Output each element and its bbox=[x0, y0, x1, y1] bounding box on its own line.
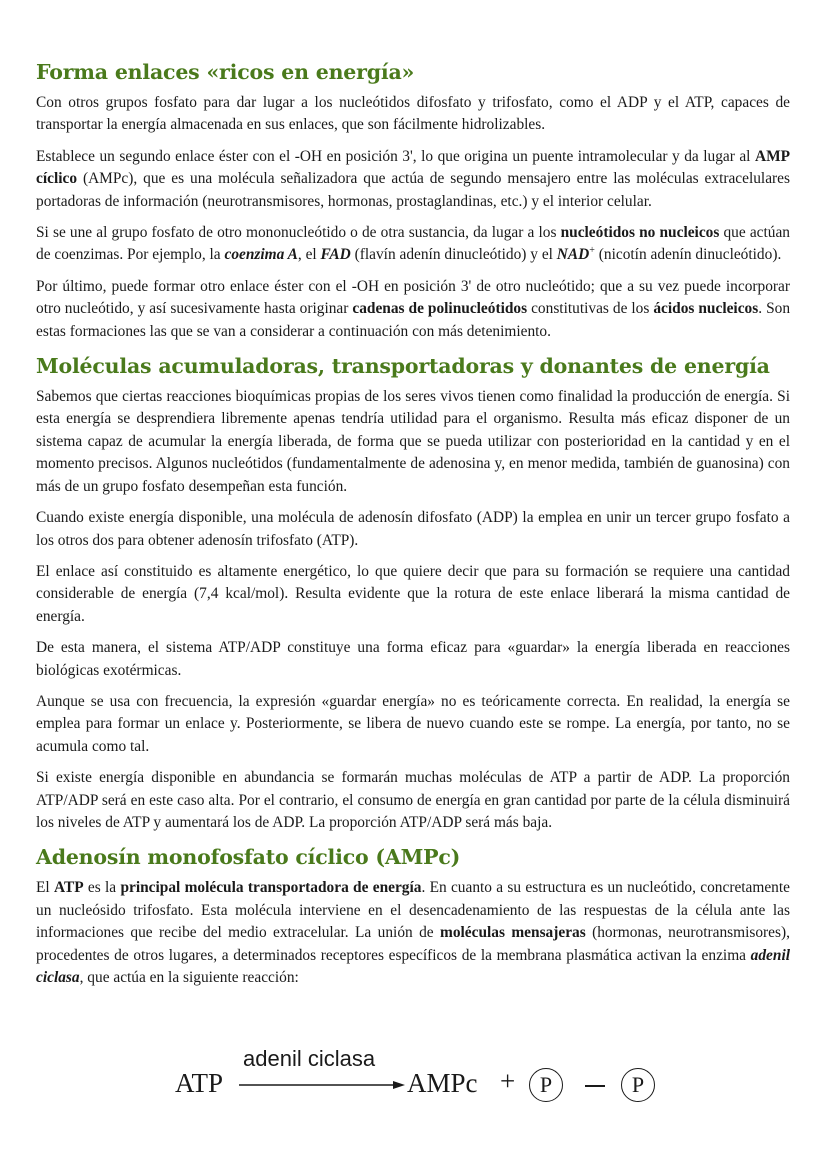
text-run: , el bbox=[297, 246, 321, 264]
text-run: moléculas mensajeras bbox=[440, 924, 586, 942]
text-run: . Son estas formaciones las que se van a considerar a continuación con más detenimiento. bbox=[36, 300, 791, 340]
equation-product: AMPc bbox=[407, 1068, 478, 1098]
text-run: coenzima A bbox=[224, 246, 298, 264]
text-run: (hormonas, neurotransmisores), procedentes de otros lugares, a determinados receptores específicos de la membrana plasmática activan la enzima bbox=[36, 924, 790, 964]
paragraph bbox=[36, 92, 790, 137]
section-heading-moleculas: Moléculas acumuladoras, transportadoras y donantes de energía bbox=[36, 354, 770, 379]
text-run: ATP bbox=[53, 879, 84, 897]
text-run: De esta manera, el sistema ATP/ADP constituye una forma eficaz para «guardar» la energía liberada en reacciones biológicas exotérmicas. bbox=[36, 639, 790, 679]
section-heading-enlaces: Forma enlaces «ricos en energía» bbox=[36, 60, 415, 84]
text-run: (flavín adenín dinucleótido) y el bbox=[350, 246, 557, 264]
text-run: . En cuanto a su estructura es un nucleótido, concretamente un nucleósido trifosfato. Esta molécula interviene en el desencadenamiento de las respuestas de la célula ante las informaciones que recibe del medio extracelular. La unión de bbox=[36, 879, 790, 942]
paragraph bbox=[36, 276, 790, 343]
text-run: adenil ciclasa bbox=[36, 946, 790, 986]
text-run: Si se une al grupo fosfato de otro mononucleótido o de otra sustancia, da lugar a los bbox=[36, 224, 561, 242]
section-heading-ampc: Adenosín monofosfato cíclico (AMPc) bbox=[36, 845, 461, 870]
text-run: (nicotín adenín dinucleótido). bbox=[594, 246, 782, 264]
reaction-arrow-icon bbox=[239, 1079, 405, 1091]
text-run: Cuando existe energía disponible, una molécula de adenosín difosfato (ADP) la emplea en unir un tercer grupo fosfato a los otros dos para obtener adenosín trifosfato (ATP). bbox=[36, 509, 790, 549]
paragraph bbox=[36, 637, 790, 682]
text-run: cadenas de polinucleótidos bbox=[352, 300, 528, 318]
paragraph bbox=[36, 691, 790, 758]
paragraph bbox=[36, 561, 790, 628]
text-run: Por último, puede formar otro enlace éster con el -OH en posición 3' de otro nucleótido; que a su vez puede incorporar otro nucleótido, y así sucesivamente hasta originar bbox=[36, 277, 790, 318]
document-body bbox=[36, 58, 790, 998]
text-run: Aunque se usa con frecuencia, la expresión «guardar energía» no es teóricamente correcta. En realidad, la energía se emplea para formar un enlace y. Posteriormente, se libera de nuevo cuando este se rompe. La energía, por tanto, no se acumula como tal. bbox=[36, 692, 790, 755]
text-run: (AMPc), que es una molécula señalizadora que actúa de segundo mensajero entre las moléculas extracelulares portadoras de información (neurotransmisores, hormonas, prostaglandinas, etc.) y el interior celular. bbox=[36, 170, 790, 210]
text-run: + bbox=[589, 245, 595, 257]
text-run: ácidos nucleicos bbox=[653, 300, 759, 318]
text-run: Con otros grupos fosfato para dar lugar a los nucleótidos difosfato y trifosfato, como el ADP y el ATP, capaces de transportar la energía almacenada en sus enlaces, que son fácilmente hidrolizables. bbox=[36, 94, 790, 134]
phosphate-circle: P bbox=[529, 1068, 563, 1102]
text-run: , que actúa en la siguiente reacción: bbox=[79, 969, 299, 986]
reaction-equation bbox=[175, 1046, 675, 1106]
paragraph bbox=[36, 386, 790, 498]
text-run: Sabemos que ciertas reacciones bioquímicas propias de los seres vivos tienen como finalidad la producción de energía. Si esta energía se desprendiera libremente apenas tendría utilidad para el organismo. Resulta más eficaz disponer de un sistema capaz de acumular la energía liberada, de forma que se pueda utilizar con posterioridad en la cantidad y en el momento precisos. Algunos nucleótidos (fundamentalmente de adenosina y, en menor medida, también de guanosina) con más de un grupo fosfato desempeñan esta función. bbox=[36, 388, 790, 495]
paragraph bbox=[36, 877, 790, 989]
text-run: que actúan de coenzimas. Por ejemplo, la bbox=[36, 224, 791, 264]
text-run: El enlace así constituido es altamente energético, lo que quiere decir que para su formación se requiere una cantidad considerable de energía (7,4 kcal/mol). Resulta evidente que la rotura de este enlace liberará la misma cantidad de energía. bbox=[36, 562, 790, 625]
paragraph bbox=[36, 222, 790, 267]
phosphate-circle: P bbox=[621, 1068, 655, 1102]
equation-plus: + bbox=[500, 1066, 516, 1096]
text-run: El bbox=[36, 879, 54, 897]
paragraph bbox=[36, 767, 790, 834]
text-run: constitutivas de los bbox=[527, 300, 654, 318]
paragraph bbox=[36, 507, 790, 552]
text-run: NAD bbox=[556, 246, 590, 264]
equation-enzyme: adenil ciclasa bbox=[243, 1046, 376, 1071]
text-run: nucleótidos no nucleicos bbox=[560, 224, 720, 242]
equation-reactant: ATP bbox=[175, 1068, 224, 1098]
text-run: Establece un segundo enlace éster con el -OH en posición 3', lo que origina un puente intramolecular y da lugar al bbox=[36, 147, 755, 165]
text-run: AMP cíclico bbox=[36, 147, 790, 188]
text-run: principal molécula transportadora de energía bbox=[120, 879, 422, 897]
paragraph bbox=[36, 146, 790, 213]
text-run: es la bbox=[83, 879, 121, 897]
text-run: Si existe energía disponible en abundancia se formarán muchas moléculas de ATP a partir de ADP. La proporción ATP/ADP será en este caso alta. Por el contrario, el consumo de energía en gran cantidad por parte de la célula disminuirá los niveles de ATP y aumentará los de ADP. La proporción ATP/ADP será más baja. bbox=[36, 769, 790, 831]
phosphate-bond bbox=[585, 1085, 605, 1087]
text-run: FAD bbox=[320, 246, 351, 264]
